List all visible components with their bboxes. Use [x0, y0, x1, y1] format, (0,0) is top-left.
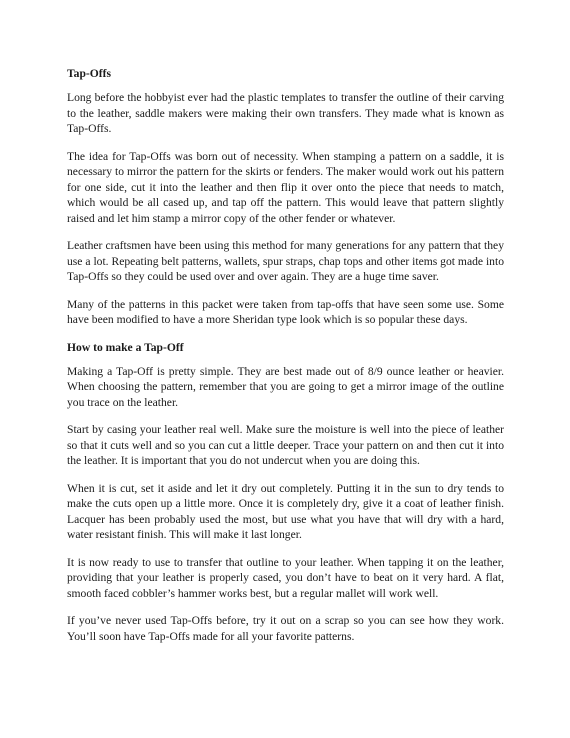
paragraph: Leather craftsmen have been using this method for many generations for any pattern that they use a lot. Repeating belt patterns, wallets, spur straps, chap tops and other items got made into Tap-Offs so they could be used over and over again. They are a huge time saver. — [67, 239, 504, 283]
document-page — [67, 66, 504, 656]
paragraph: Start by casing your leather real well. Make sure the moisture is well into the piece of leather so that it cuts well and so you can cut a little deeper. Trace your pattern on and then cut it into the leather. It is important that you do not undercut when you are doing this. — [67, 423, 504, 467]
paragraph: If you’ve never used Tap-Offs before, try it out on a scrap so you can see how they work. You’ll soon have Tap-Offs made for all your favorite patterns. — [67, 614, 504, 643]
paragraph: Many of the patterns in this packet were taken from tap-offs that have seen some use. Some have been modified to have a more Sheridan type look which is so popular these days. — [67, 297, 504, 326]
paragraph: The idea for Tap-Offs was born out of necessity. When stamping a pattern on a saddle, it is necessary to mirror the pattern for the skirts or fenders. The maker would work out his pattern for one side, cut it into the leather and then flip it over onto the piece that needs to match, which would be all cased up, and tap off the pattern. This would leave that pattern slightly raised and let him stamp a mirror copy of the other fender or whatever. — [67, 149, 504, 225]
paragraph: It is now ready to use to transfer that outline to your leather. When tapping it on the leather, providing that your leather is properly cased, you don’t have to beat on it very hard. A flat, smooth faced cobbler’s hammer works best, but a regular mallet will work well. — [67, 555, 504, 600]
paragraph: Making a Tap-Off is pretty simple. They are best made out of 8/9 ounce leather or heavier. When choosing the pattern, remember that you are going to get a mirror image of the outline you trace on the leather. — [67, 364, 504, 409]
section-heading-how-to: How to make a Tap-Off — [67, 340, 184, 354]
paragraph: When it is cut, set it aside and let it dry out completely. Putting it in the sun to dry tends to make the cuts open up a little more. Once it is completely dry, give it a coat of leather finish. Lacquer has been probably used the most, but use what you have that will dry with a hard, water resistant finish. This will make it last longer. — [67, 481, 504, 541]
paragraph: Long before the hobbyist ever had the plastic templates to transfer the outline of their carving to the leather, saddle makers were making their own transfers. They made what is known as Tap-Offs. — [67, 91, 504, 135]
section-heading-tap-offs: Tap-Offs — [67, 67, 112, 80]
